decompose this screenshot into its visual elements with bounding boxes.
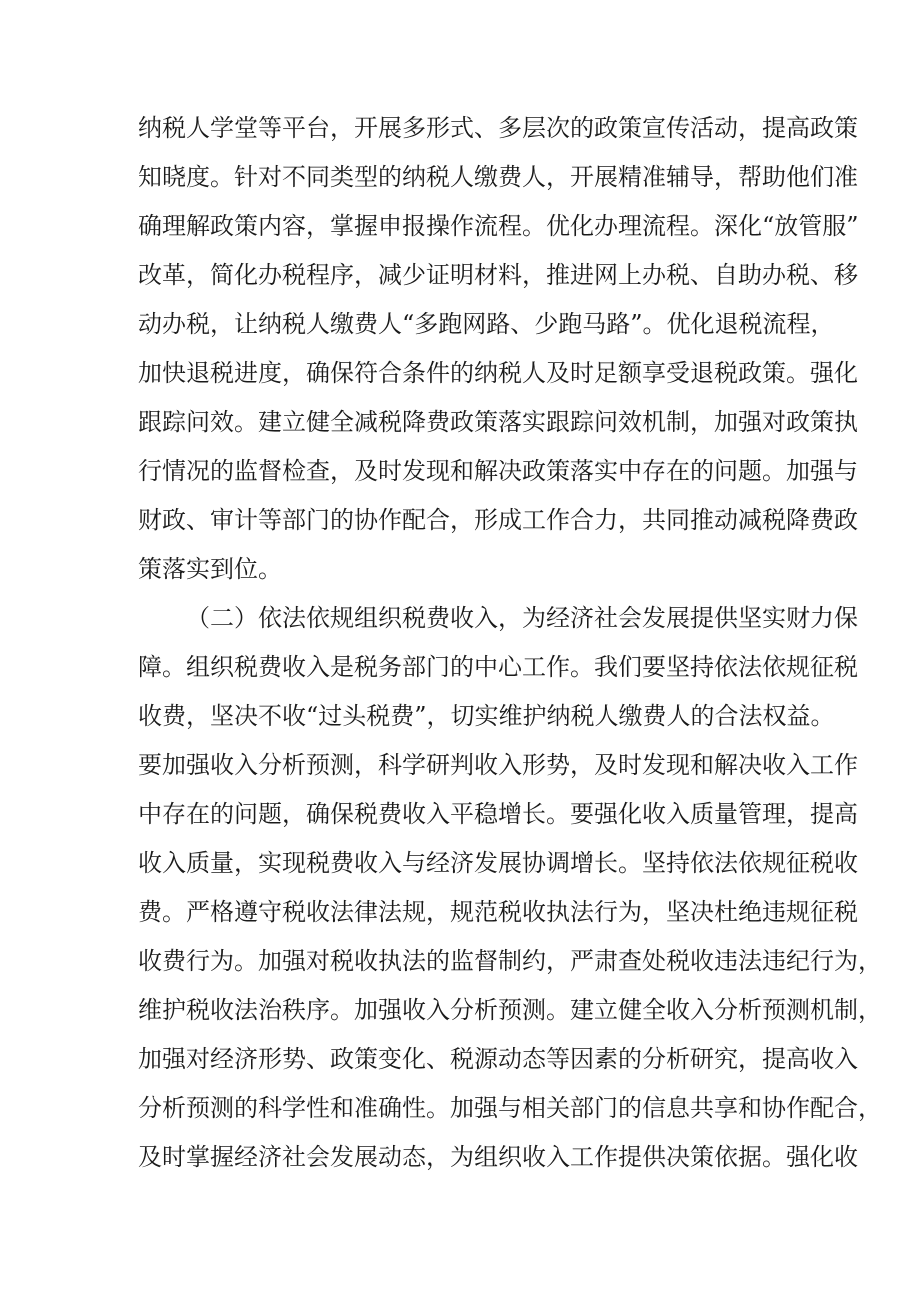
- text-line: 收费行为。加强对税收执法的监督制约，严肃查处税收违法违纪行为，: [138, 947, 882, 975]
- text-line: 中存在的问题，确保税费收入平稳增长。要强化收入质量管理，提高: [138, 800, 858, 828]
- text-line: 维护税收法治秩序。加强收入分析预测。建立健全收入分析预测机制，: [138, 996, 882, 1024]
- text-line: 及时掌握经济社会发展动态，为组织收入工作提供决策依据。强化收: [138, 1143, 858, 1171]
- text-line: 分析预测的科学性和准确性。加强与相关部门的信息共享和协作配合，: [138, 1094, 882, 1122]
- text-line: 知晓度。针对不同类型的纳税人缴费人，开展精准辅导，帮助他们准: [138, 163, 858, 191]
- text-line: 确理解政策内容，掌握申报操作流程。优化办理流程。深化“放管服”: [138, 212, 859, 240]
- text-line: 行情况的监督检查，及时发现和解决政策落实中存在的问题。加强与: [138, 457, 858, 485]
- text-line: 策落实到位。: [138, 555, 282, 583]
- text-line: 费。严格遵守税收法律法规，规范税收执法行为，坚决杜绝违规征税: [138, 898, 858, 926]
- text-line: 收入质量，实现税费收入与经济发展协调增长。坚持依法依规征税收: [138, 849, 858, 877]
- text-line: 收费，坚决不收“过头税费”，切实维护纳税人缴费人的合法权益。: [138, 702, 835, 730]
- text-line: 要加强收入分析预测，科学研判收入形势，及时发现和解决收入工作: [138, 751, 858, 779]
- text-line: 动办税，让纳税人缴费人“多跑网路、少跑马路”。优化退税流程，: [138, 310, 835, 338]
- section-heading-line: （二）依法依规组织税费收入，为经济社会发展提供坚实财力保: [186, 604, 858, 632]
- text-line: 跟踪问效。建立健全减税降费政策落实跟踪问效机制，加强对政策执: [138, 408, 858, 436]
- text-line: 加强对经济形势、政策变化、税源动态等因素的分析研究，提高收入: [138, 1045, 858, 1073]
- text-line: 纳税人学堂等平台，开展多形式、多层次的政策宣传活动，提高政策: [138, 114, 858, 142]
- text-line: 障。组织税费收入是税务部门的中心工作。我们要坚持依法依规征税: [138, 653, 858, 681]
- text-line: 加快退税进度，确保符合条件的纳税人及时足额享受退税政策。强化: [138, 359, 858, 387]
- text-line: 改革，简化办税程序，减少证明材料，推进网上办税、自助办税、移: [138, 261, 858, 289]
- text-line: 财政、审计等部门的协作配合，形成工作合力，共同推动减税降费政: [138, 506, 858, 534]
